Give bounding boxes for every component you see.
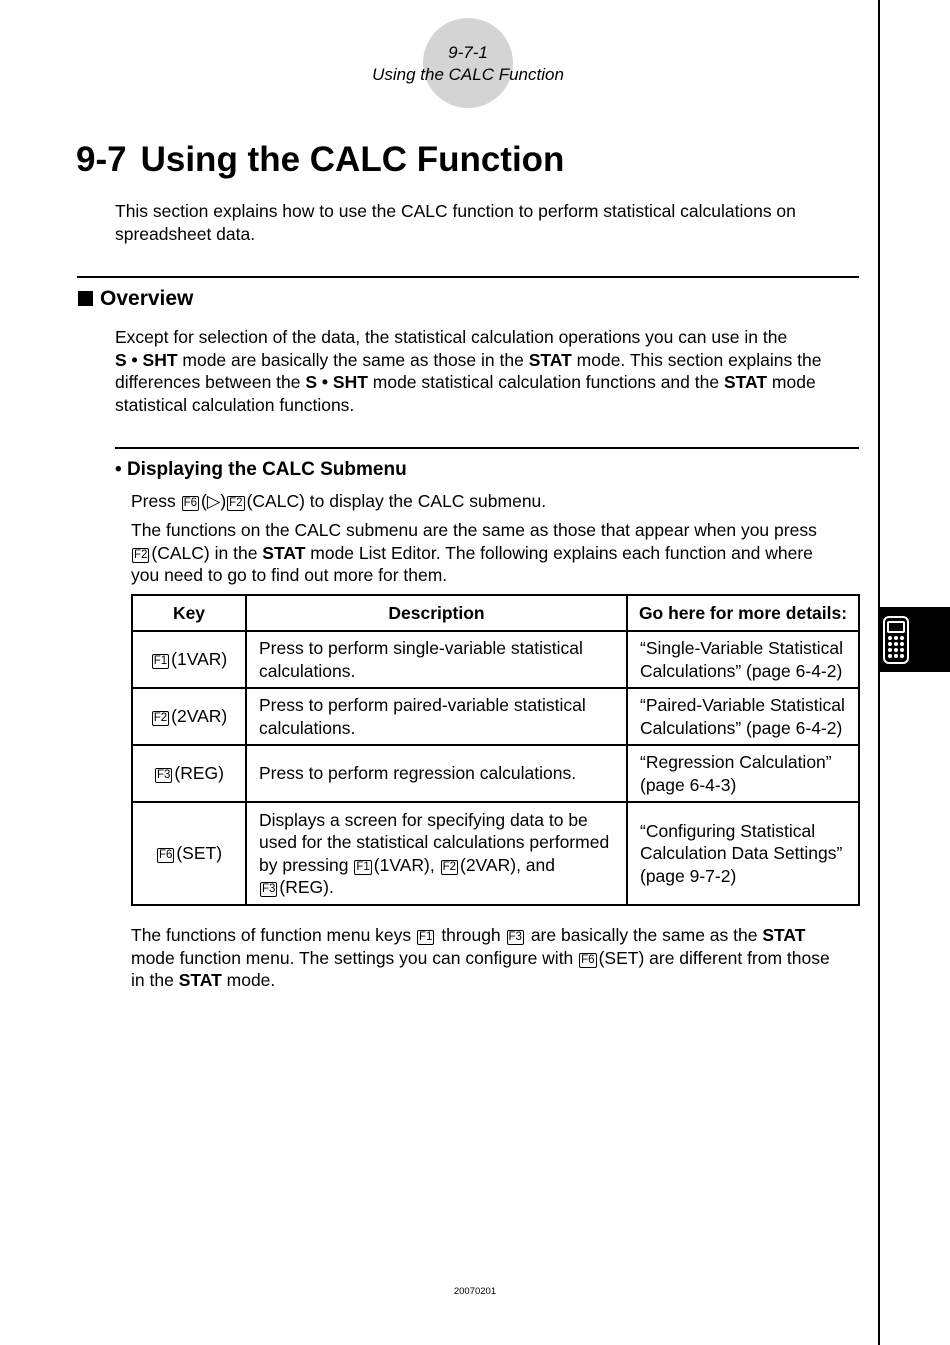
text-run: (1VAR), (373, 854, 440, 875)
submenu-line-1: The functions on the CALC submenu are the same as those that appear when you press (131, 520, 817, 540)
closing-line-3 (131, 969, 866, 992)
cell-line: Calculations” (page 6-4-2) (640, 717, 843, 738)
f3-key-icon: F3 (508, 931, 522, 943)
cell-line: calculations. (259, 717, 356, 738)
closing-line-1 (131, 924, 866, 947)
description-cell (246, 802, 627, 905)
mode-name: STAT (262, 542, 306, 563)
closing-paragraph (131, 924, 866, 992)
text-run: Press (131, 491, 176, 511)
description-cell (246, 688, 627, 745)
right-margin-rule (878, 0, 880, 1345)
text-run: mode. (221, 970, 276, 990)
cell-line: “Configuring Statistical (640, 820, 816, 841)
f2-key-icon: F2 (442, 860, 456, 873)
f2-key-icon: F2 (153, 712, 168, 725)
text-run: mode statistical calculation functions and the (367, 372, 724, 392)
mode-name: STAT (528, 349, 572, 370)
text-run: (CALC) to display the CALC submenu. (246, 491, 547, 511)
submenu-heading (115, 459, 407, 481)
table-row (132, 631, 859, 688)
cell-line: (page 9-7-2) (640, 865, 737, 886)
calc-function-table (131, 594, 860, 906)
mode-name: STAT (723, 372, 768, 392)
f1-key-icon: F1 (356, 860, 370, 873)
overview-line-2 (115, 349, 855, 372)
overview-rule (77, 276, 859, 278)
submenu-line-2 (131, 542, 861, 565)
f6-key-icon: F6 (158, 849, 173, 862)
text-run: are basically the same as the (525, 925, 763, 945)
key-cell (132, 631, 246, 688)
text-run: (REG). (279, 877, 334, 897)
cell-line: Press to perform paired-variable statistical (259, 695, 586, 715)
cell-line (259, 876, 622, 899)
text-run: (2VAR), and (460, 854, 555, 875)
cell-line: (page 6-4-3) (640, 774, 737, 795)
text-run: in the (131, 970, 179, 990)
f2-key-icon: F2 (229, 497, 243, 509)
text-run: mode function menu. The settings you can configure with (131, 947, 579, 968)
key-label: (SET) (176, 843, 223, 864)
mode-name: S • SHT (305, 372, 368, 392)
chapter-tab (879, 607, 950, 672)
footer-code: 20070201 (453, 1286, 497, 1297)
key-cell (132, 745, 246, 802)
text-run: through (436, 925, 506, 945)
text-run: (▷) (201, 491, 227, 511)
text-run: mode (767, 372, 816, 392)
overview-line-4: statistical calculation functions. (115, 394, 355, 415)
description-cell (246, 631, 627, 688)
cell-line: Press to perform single-variable statistical (259, 638, 583, 658)
details-cell (627, 745, 859, 802)
closing-line-2 (131, 947, 866, 970)
text-run: The functions of function menu keys (131, 925, 417, 945)
key-cell (132, 802, 246, 905)
table-header-row (132, 595, 859, 631)
overview-heading (78, 287, 193, 311)
details-cell (627, 802, 859, 905)
details-cell (627, 631, 859, 688)
overview-paragraph (115, 326, 855, 416)
cell-line: used for the statistical calculations performed (259, 832, 610, 852)
calculator-icon (883, 616, 909, 664)
cell-line: “Single-Variable Statistical (640, 638, 843, 658)
table-row (132, 802, 859, 905)
submenu-line-3: you need to go to find out more for them. (131, 565, 448, 585)
cell-line: Calculation Data Settings” (640, 843, 843, 864)
text-run: (SET) are different from those (598, 947, 830, 968)
mode-name: STAT (762, 925, 806, 945)
section-number: 9-7 (76, 140, 127, 179)
submenu-rule (115, 447, 859, 449)
cell-line: Calculations” (page 6-4-2) (640, 660, 843, 681)
f3-key-icon: F3 (262, 883, 276, 895)
overview-line-1: Except for selection of the data, the statistical calculation operations you can use in the (115, 327, 788, 347)
text-run: mode. This section explains the (571, 349, 822, 370)
overview-line-3 (115, 371, 855, 394)
table-header-description: Description (246, 595, 627, 631)
page-number: 9-7-1 (448, 43, 488, 62)
submenu-heading-text: Displaying the CALC Submenu (126, 459, 407, 480)
bullet-icon: • (115, 459, 122, 480)
key-label: (1VAR) (171, 649, 228, 670)
section-title (76, 140, 564, 180)
cell-line: “Regression Calculation” (640, 752, 832, 772)
f3-key-icon: F3 (157, 769, 171, 782)
section-title-text: Using the CALC Function (140, 140, 565, 179)
f6-key-icon: F6 (581, 953, 595, 966)
intro-paragraph: This section explains how to use the CALC function to perform statistical calculations on spreadsheet data. (115, 201, 796, 244)
text-run: by pressing (259, 854, 354, 875)
running-title: Using the CALC Function (372, 65, 564, 84)
f2-key-icon: F2 (134, 548, 148, 561)
text-run: mode are basically the same as those in the (177, 349, 529, 370)
description-cell (246, 745, 627, 802)
table-row (132, 688, 859, 745)
mode-name: STAT (178, 970, 222, 990)
f1-key-icon: F1 (153, 655, 168, 668)
key-label: (2VAR) (171, 706, 228, 727)
f6-key-icon: F6 (183, 497, 198, 509)
square-bullet-icon (78, 291, 93, 306)
text-run: differences between the (115, 372, 306, 392)
press-instruction (131, 490, 861, 513)
text-run: (CALC) in the (151, 542, 263, 563)
cell-line: Press to perform regression calculations. (259, 763, 577, 784)
mode-name: S • SHT (115, 349, 178, 370)
key-cell (132, 688, 246, 745)
cell-line (259, 854, 622, 877)
table-header-details: Go here for more details: (627, 595, 859, 631)
cell-line: “Paired-Variable Statistical (640, 695, 845, 715)
cell-line: Displays a screen for specifying data to be (259, 809, 588, 830)
cell-line: calculations. (259, 660, 356, 681)
text-run: mode List Editor. The following explains each function and where (305, 542, 813, 563)
table-header-key: Key (132, 595, 246, 631)
submenu-paragraph (131, 519, 861, 587)
details-cell (627, 688, 859, 745)
header-circle (423, 18, 513, 108)
f1-key-icon: F1 (419, 931, 433, 943)
overview-heading-text: Overview (100, 287, 194, 310)
key-label: (REG) (174, 763, 224, 784)
table-row (132, 745, 859, 802)
